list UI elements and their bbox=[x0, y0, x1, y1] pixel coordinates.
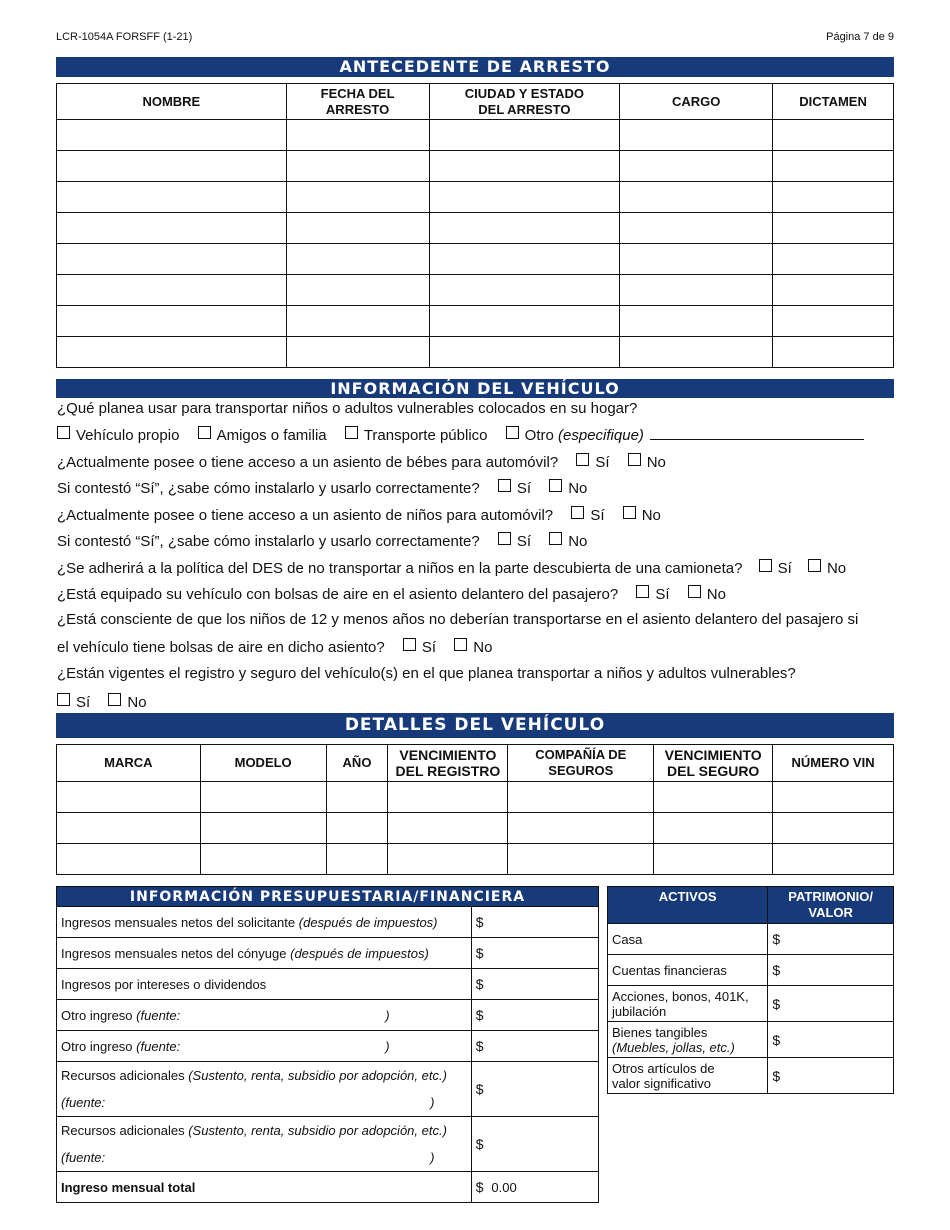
input-cell[interactable] bbox=[429, 306, 620, 337]
checkbox-no[interactable] bbox=[549, 532, 562, 545]
table-row bbox=[57, 337, 894, 368]
transport-options bbox=[57, 426, 893, 444]
input-cell[interactable] bbox=[326, 844, 388, 875]
checkbox-transporte-publico[interactable] bbox=[345, 426, 358, 439]
input-cell[interactable] bbox=[57, 182, 287, 213]
col-compania-seguros: COMPAÑÍA DE SEGUROS bbox=[508, 745, 654, 782]
checkbox-no[interactable] bbox=[688, 585, 701, 598]
question-airbag: ¿Está equipado su vehículo con bolsas de aire en el asiento delantero del pasajero? Sí No bbox=[57, 586, 726, 603]
amount-field[interactable]: $ bbox=[471, 907, 598, 938]
asset-row bbox=[608, 955, 894, 986]
table-row bbox=[57, 244, 894, 275]
input-cell[interactable] bbox=[773, 182, 894, 213]
finance-row bbox=[57, 969, 599, 1000]
input-cell[interactable] bbox=[773, 151, 894, 182]
checkbox-yes[interactable] bbox=[57, 693, 70, 706]
input-cell[interactable] bbox=[773, 782, 894, 813]
input-cell[interactable] bbox=[508, 844, 654, 875]
registration-answers: Sí No bbox=[57, 693, 147, 711]
input-cell[interactable] bbox=[773, 844, 894, 875]
input-cell[interactable] bbox=[654, 813, 773, 844]
amount-field[interactable]: $ bbox=[471, 938, 598, 969]
input-cell[interactable] bbox=[620, 306, 773, 337]
input-cell[interactable] bbox=[773, 244, 894, 275]
asset-label: Otros artículos de valor significativo bbox=[608, 1058, 768, 1094]
input-cell[interactable] bbox=[286, 306, 429, 337]
input-cell[interactable] bbox=[620, 275, 773, 306]
input-cell[interactable] bbox=[286, 337, 429, 368]
asset-label: Casa bbox=[608, 924, 768, 955]
checkbox-yes[interactable] bbox=[571, 506, 584, 519]
arrest-section-title: ANTECEDENTE DE ARRESTO bbox=[56, 57, 894, 77]
input-cell[interactable] bbox=[57, 337, 287, 368]
finance-section-title: INFORMACIÓN PRESUPUESTARIA/FINANCIERA bbox=[57, 887, 599, 907]
question-transport: ¿Qué planea usar para transportar niños o adultos vulnerables colocados en su hogar? bbox=[57, 400, 638, 417]
checkbox-amigos-familia[interactable] bbox=[198, 426, 211, 439]
asset-row bbox=[608, 1058, 894, 1094]
asset-row bbox=[608, 924, 894, 955]
input-cell[interactable] bbox=[429, 182, 620, 213]
input-cell[interactable] bbox=[508, 782, 654, 813]
asset-value-field[interactable]: $ bbox=[768, 924, 894, 955]
option-label: Transporte público bbox=[363, 427, 488, 444]
checkbox-no[interactable] bbox=[454, 638, 467, 651]
asset-label: Acciones, bonos, 401K, jubilación bbox=[608, 986, 768, 1022]
input-cell[interactable] bbox=[286, 151, 429, 182]
input-cell[interactable] bbox=[286, 213, 429, 244]
col-numero-vin: NÚMERO VIN bbox=[773, 745, 894, 782]
input-cell[interactable] bbox=[57, 813, 201, 844]
input-cell[interactable] bbox=[654, 782, 773, 813]
input-cell[interactable] bbox=[773, 275, 894, 306]
finance-row bbox=[57, 907, 599, 938]
input-cell[interactable] bbox=[286, 244, 429, 275]
checkbox-yes[interactable] bbox=[759, 559, 772, 572]
col-marca: MARCA bbox=[57, 745, 201, 782]
input-cell[interactable] bbox=[57, 782, 201, 813]
input-cell[interactable] bbox=[773, 120, 894, 151]
checkbox-yes[interactable] bbox=[576, 453, 589, 466]
amount-field[interactable]: $ bbox=[471, 1062, 598, 1117]
input-cell[interactable] bbox=[326, 813, 388, 844]
vehicle-details-table bbox=[56, 744, 894, 875]
checkbox-yes[interactable] bbox=[636, 585, 649, 598]
input-cell[interactable] bbox=[57, 213, 287, 244]
asset-value-field[interactable]: $ bbox=[768, 1022, 894, 1058]
question-aware-line1: ¿Está consciente de que los niños de 12 y menos años no deberían transportarse en el asiento delantero del pasajero si bbox=[57, 611, 859, 628]
finance-row bbox=[57, 1062, 599, 1117]
total-amount-field[interactable]: $ 0.00 bbox=[471, 1172, 598, 1203]
finance-label: Ingresos mensuales netos del solicitante (después de impuestos) bbox=[57, 907, 472, 938]
amount-field[interactable]: $ bbox=[471, 1031, 598, 1062]
finance-total-row bbox=[57, 1172, 599, 1203]
input-cell[interactable] bbox=[773, 213, 894, 244]
input-cell[interactable] bbox=[57, 120, 287, 151]
table-row bbox=[57, 120, 894, 151]
finance-label: Otro ingreso (fuente: ) bbox=[57, 1000, 472, 1031]
finance-row bbox=[57, 938, 599, 969]
finance-row bbox=[57, 1031, 599, 1062]
checkbox-no[interactable] bbox=[628, 453, 641, 466]
col-venc-registro: VENCIMIENTO DEL REGISTRO bbox=[388, 745, 508, 782]
form-id: LCR-1054A FORSFF (1-21) bbox=[56, 31, 193, 43]
checkbox-otro[interactable] bbox=[506, 426, 519, 439]
checkbox-vehiculo-propio[interactable] bbox=[57, 426, 70, 439]
table-row bbox=[57, 306, 894, 337]
input-cell[interactable] bbox=[620, 244, 773, 275]
question-registration: ¿Están vigentes el registro y seguro del vehículo(s) en el que planea transportar a niños y adultos vulnerables? bbox=[57, 665, 796, 682]
table-row bbox=[57, 213, 894, 244]
checkbox-no[interactable] bbox=[108, 693, 121, 706]
asset-label: Cuentas financieras bbox=[608, 955, 768, 986]
finance-label: Otro ingreso (fuente: ) bbox=[57, 1031, 472, 1062]
vehicle-header-row bbox=[57, 745, 894, 782]
asset-row bbox=[608, 986, 894, 1022]
input-cell[interactable] bbox=[57, 275, 287, 306]
input-cell[interactable] bbox=[200, 782, 326, 813]
table-row bbox=[57, 844, 894, 875]
question-aware-line2: el vehículo tiene bolsas de aire en dicho asiento? Sí No bbox=[57, 639, 493, 656]
checkbox-yes[interactable] bbox=[498, 532, 511, 545]
total-label: Ingreso mensual total bbox=[57, 1172, 472, 1203]
col-venc-seguro: VENCIMIENTO DEL SEGURO bbox=[654, 745, 773, 782]
other-specify-field[interactable] bbox=[650, 439, 864, 440]
input-cell[interactable] bbox=[388, 782, 508, 813]
amount-field[interactable]: $ bbox=[471, 1117, 598, 1172]
question-install-infant: Si contestó “Sí”, ¿sabe cómo instalarlo y usarlo correctamente? Sí No bbox=[57, 480, 588, 497]
finance-title-row bbox=[57, 887, 599, 907]
col-cargo: CARGO bbox=[620, 84, 773, 120]
option-label: Vehículo propio bbox=[76, 427, 180, 444]
finance-label: Recursos adicionales (Sustento, renta, subsidio por adopción, etc.) (fuente: ) bbox=[57, 1117, 472, 1172]
input-cell[interactable] bbox=[57, 244, 287, 275]
input-cell[interactable] bbox=[326, 782, 388, 813]
finance-label: Ingresos por intereses o dividendos bbox=[57, 969, 472, 1000]
checkbox-yes[interactable] bbox=[403, 638, 416, 651]
arrest-header-row bbox=[57, 84, 894, 120]
page-number: Página 7 de 9 bbox=[826, 31, 894, 43]
input-cell[interactable] bbox=[773, 813, 894, 844]
input-cell[interactable] bbox=[773, 306, 894, 337]
option-note: (especifique) bbox=[558, 427, 644, 444]
asset-row bbox=[608, 1022, 894, 1058]
checkbox-no[interactable] bbox=[808, 559, 821, 572]
vehicle-info-section-title: INFORMACIÓN DEL VEHÍCULO bbox=[56, 379, 894, 398]
finance-table bbox=[56, 886, 599, 1203]
input-cell[interactable] bbox=[429, 120, 620, 151]
input-cell[interactable] bbox=[286, 182, 429, 213]
checkbox-no[interactable] bbox=[549, 479, 562, 492]
assets-header-row bbox=[608, 887, 894, 924]
option-label: Otro bbox=[524, 427, 554, 444]
input-cell[interactable] bbox=[388, 844, 508, 875]
finance-row bbox=[57, 1000, 599, 1031]
input-cell[interactable] bbox=[429, 151, 620, 182]
total-value: 0.00 bbox=[491, 1180, 517, 1195]
input-cell[interactable] bbox=[429, 275, 620, 306]
input-cell[interactable] bbox=[429, 337, 620, 368]
input-cell[interactable] bbox=[200, 844, 326, 875]
col-modelo: MODELO bbox=[200, 745, 326, 782]
option-label: Amigos o familia bbox=[216, 427, 327, 444]
col-dictamen: DICTAMEN bbox=[773, 84, 894, 120]
input-cell[interactable] bbox=[620, 182, 773, 213]
col-patrimonio-valor: PATRIMONIO/ VALOR bbox=[768, 887, 894, 924]
amount-field[interactable]: $ bbox=[471, 1000, 598, 1031]
input-cell[interactable] bbox=[429, 213, 620, 244]
input-cell[interactable] bbox=[57, 306, 287, 337]
table-row bbox=[57, 182, 894, 213]
finance-row bbox=[57, 1117, 599, 1172]
input-cell[interactable] bbox=[57, 844, 201, 875]
arrest-table bbox=[56, 83, 894, 368]
input-cell[interactable] bbox=[286, 120, 429, 151]
asset-value-field[interactable]: $ bbox=[768, 955, 894, 986]
input-cell[interactable] bbox=[200, 813, 326, 844]
finance-label: Ingresos mensuales netos del cónyuge (después de impuestos) bbox=[57, 938, 472, 969]
asset-value-field[interactable]: $ bbox=[768, 1058, 894, 1094]
input-cell[interactable] bbox=[388, 813, 508, 844]
table-row bbox=[57, 813, 894, 844]
input-cell[interactable] bbox=[57, 151, 287, 182]
input-cell[interactable] bbox=[429, 244, 620, 275]
assets-table bbox=[607, 886, 894, 1094]
question-child-seat: ¿Actualmente posee o tiene acceso a un asiento de niños para automóvil? Sí No bbox=[57, 507, 661, 524]
input-cell[interactable] bbox=[620, 337, 773, 368]
asset-label: Bienes tangibles (Muebles, jollas, etc.) bbox=[608, 1022, 768, 1058]
col-activos: ACTIVOS bbox=[608, 887, 768, 924]
input-cell[interactable] bbox=[508, 813, 654, 844]
input-cell[interactable] bbox=[620, 213, 773, 244]
col-ano: AÑO bbox=[326, 745, 388, 782]
input-cell[interactable] bbox=[773, 337, 894, 368]
checkbox-yes[interactable] bbox=[498, 479, 511, 492]
vehicle-details-section-title: DETALLES DEL VEHÍCULO bbox=[56, 713, 894, 738]
col-fecha-arresto: FECHA DEL ARRESTO bbox=[286, 84, 429, 120]
asset-value-field[interactable]: $ bbox=[768, 986, 894, 1022]
input-cell[interactable] bbox=[620, 120, 773, 151]
input-cell[interactable] bbox=[654, 844, 773, 875]
question-infant-seat: ¿Actualmente posee o tiene acceso a un asiento de bébes para automóvil? Sí No bbox=[57, 454, 666, 471]
col-nombre: NOMBRE bbox=[57, 84, 287, 120]
amount-field[interactable]: $ bbox=[471, 969, 598, 1000]
col-ciudad-estado: CIUDAD Y ESTADO DEL ARRESTO bbox=[429, 84, 620, 120]
table-row bbox=[57, 275, 894, 306]
finance-label: Recursos adicionales (Sustento, renta, subsidio por adopción, etc.) (fuente: ) bbox=[57, 1062, 472, 1117]
input-cell[interactable] bbox=[620, 151, 773, 182]
checkbox-no[interactable] bbox=[623, 506, 636, 519]
table-row bbox=[57, 782, 894, 813]
table-row bbox=[57, 151, 894, 182]
input-cell[interactable] bbox=[286, 275, 429, 306]
question-install-child: Si contestó “Sí”, ¿sabe cómo instalarlo y usarlo correctamente? Sí No bbox=[57, 533, 588, 550]
question-truck-policy: ¿Se adherirá a la política del DES de no transportar a niños en la parte descubierta de una camioneta? Sí No bbox=[57, 560, 847, 577]
